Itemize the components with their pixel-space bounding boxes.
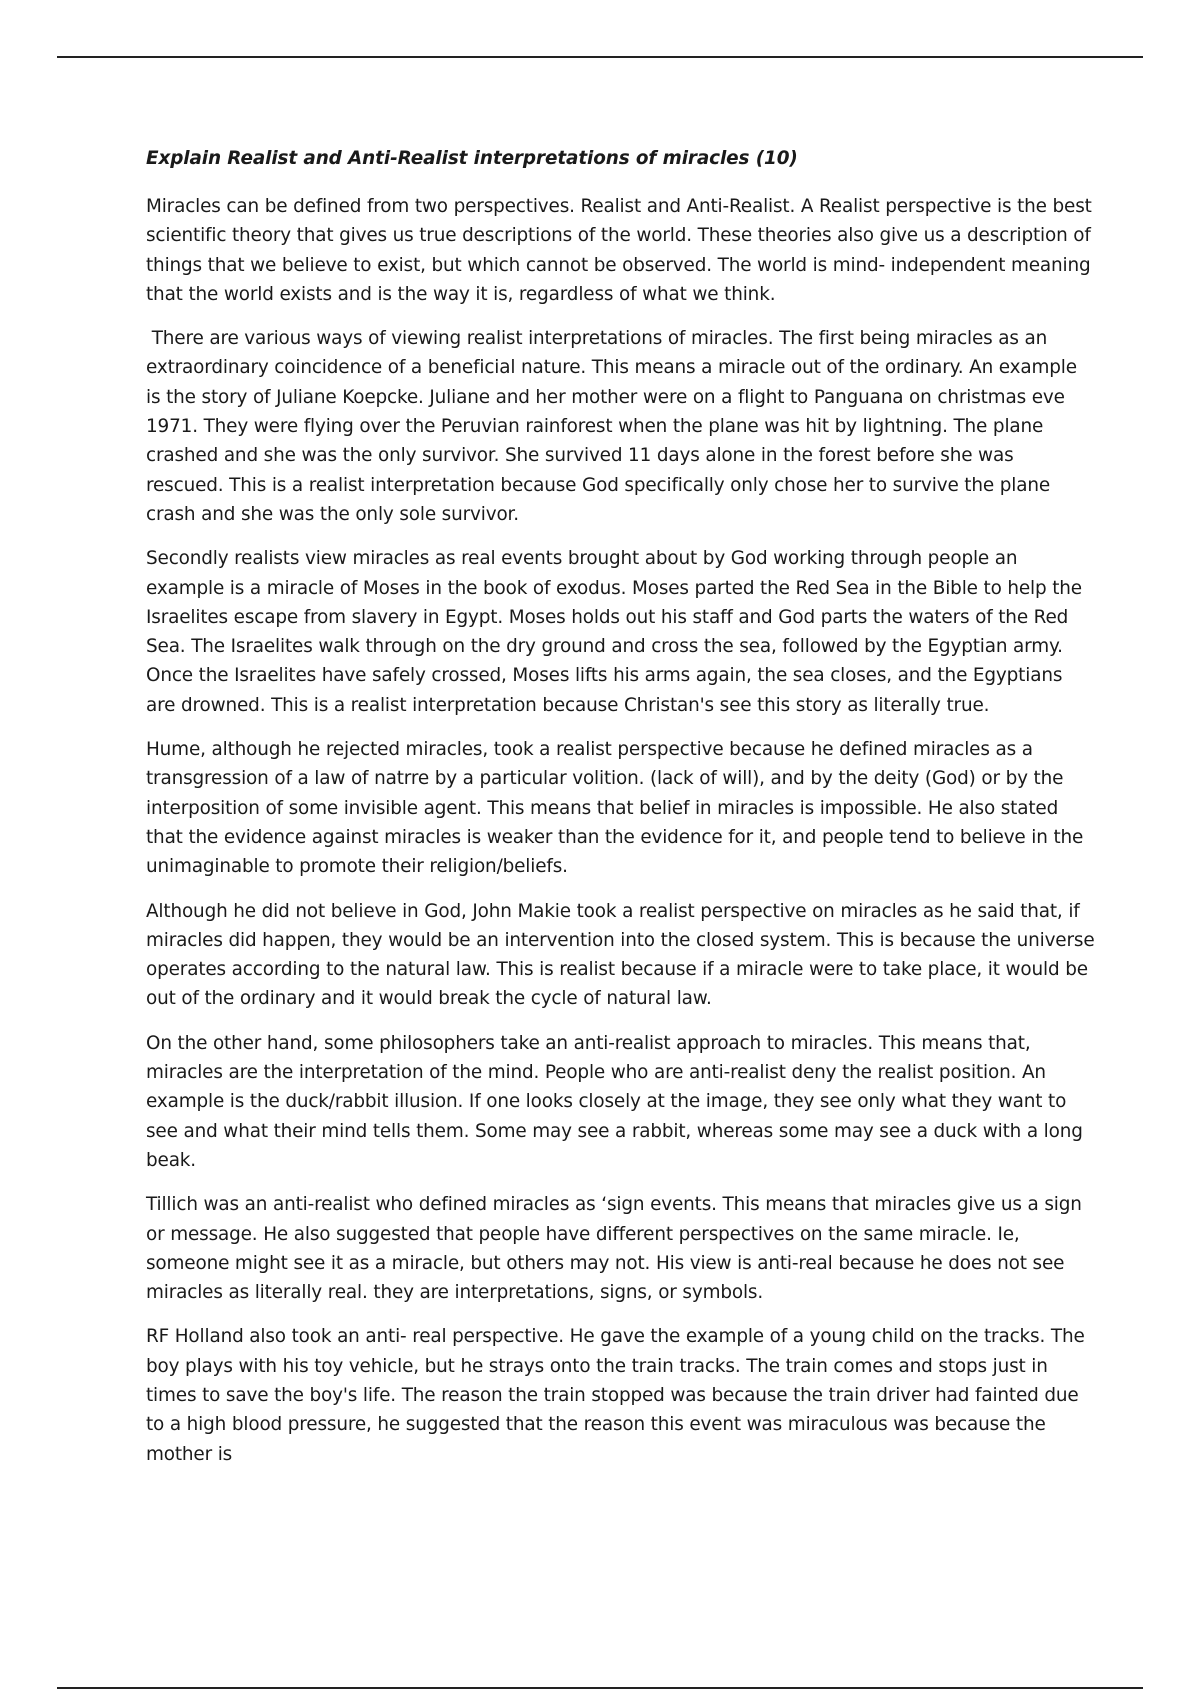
paragraph-holland: RF Holland also took an anti- real perspective. He gave the example of a young child on the tracks. The boy plays with his toy vehicle, but he strays onto the train tracks. The train comes and stops just in times to save the boy's life. The reason the train stopped was because the train driver had fainted due to a high blood pressure, he suggested that the reason this event was miraculous was because the mother is xyxy=(146,1326,1091,1465)
document-title: Explain Realist and Anti-Realist interpretations of miracles (10) xyxy=(146,148,798,169)
paragraph-coincidence: There are various ways of viewing realist interpretations of miracles. The first being miracles as an extraordinary coincidence of a beneficial nature. This means a miracle out of the ordinary. An example is the story of Juliane Koepcke. Juliane and her mother were on a flight to Panguana on christmas eve 1971. They were flying over the Peruvian rainforest when the plane was hit by lightning. The plane crashed and she was the only survivor. She survived 11 days alone in the forest before she was rescued. This is a realist interpretation because God specifically only chose her to survive the plane crash and she was the only sole survivor. xyxy=(146,328,1083,525)
paragraph-moses: Secondly realists view miracles as real events brought about by God working through people an example is a miracle of Moses in the book of exodus. Moses parted the Red Sea in the Bible to help the Israelites escape from slavery in Egypt. Moses holds out his staff and God parts the waters of the Red Sea. The Israelites walk through on the dry ground and cross the sea, followed by the Egyptian army. Once the Israelites have safely crossed, Moses lifts his arms again, the sea closes, and the Egyptians are drowned. This is a realist interpretation because Christan's see this story as literally true. xyxy=(146,548,1088,716)
paragraph-tillich: Tillich was an anti-realist who defined miracles as ‘sign events. This means that miracles give us a sign or message. He also suggested that people have different perspectives on the same miracle. Ie, someone might see it as a miracle, but others may not. His view is anti-real because he does not see miracles as literally real. they are interpretations, signs, or symbols. xyxy=(146,1194,1088,1304)
paragraph-makie: Although he did not believe in God, John Makie took a realist perspective on miracles as he said that, if miracles did happen, they would be an intervention into the closed system. This is because the universe operates according to the natural law. This is realist because if a miracle were to take place, it would be out of the ordinary and it would break the cycle of natural law. xyxy=(146,900,1101,1010)
document-body xyxy=(146,144,1101,1484)
paragraph-anti-realist: On the other hand, some philosophers take an anti-realist approach to miracles. This means that, miracles are the interpretation of the mind. People who are anti-realist deny the realist position. An example is the duck/rabbit illusion. If one looks closely at the image, they see only what they want to see and what their mind tells them. Some may see a rabbit, whereas some may see a duck with a long beak. xyxy=(146,1032,1089,1171)
footer-rule xyxy=(57,1687,1143,1689)
paragraph-definition: Miracles can be defined from two perspectives. Realist and Anti-Realist. A Realist perspective is the best scientific theory that gives us true descriptions of the world. These theories also give us a description of things that we believe to exist, but which cannot be observed. The world is mind- independent meaning that the world exists and is the way it is, regardless of what we think. xyxy=(146,196,1098,305)
header-rule xyxy=(57,56,1143,58)
paragraph-hume: Hume, although he rejected miracles, took a realist perspective because he defined miracles as a transgression of a law of natrre by a particular volition. (lack of will), and by the deity (God) or by the interposition of some invisible agent. This means that belief in miracles is impossible. He also stated that the evidence against miracles is weaker than the evidence for it, and people tend to believe in the unimaginable to promote their religion/beliefs. xyxy=(146,739,1089,878)
